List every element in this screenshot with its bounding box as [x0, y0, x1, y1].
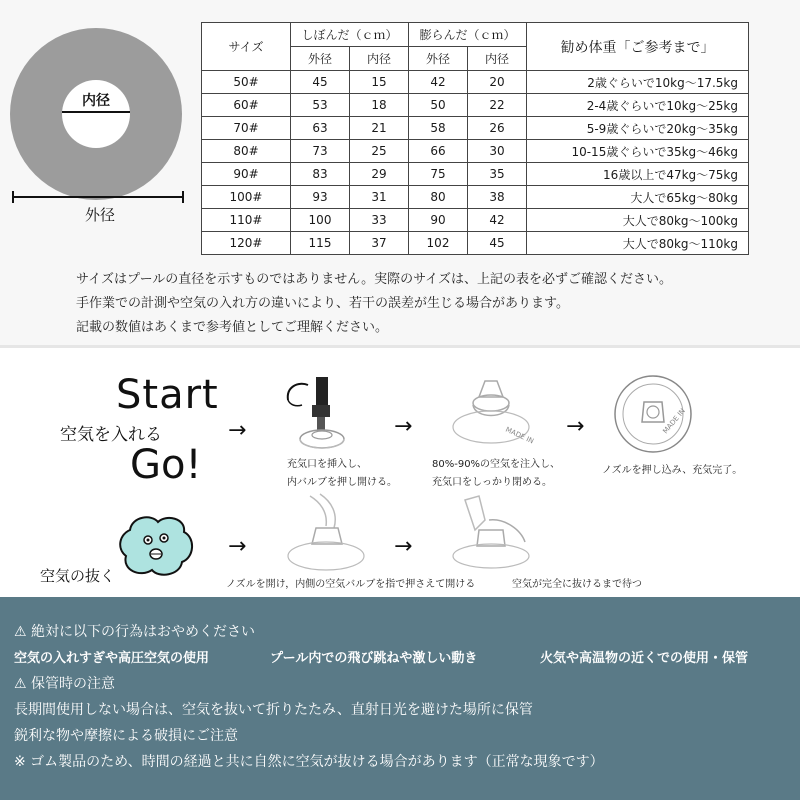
warning-band [0, 597, 800, 800]
start-heading: Start [116, 372, 219, 418]
cell-d-out: 73 [291, 140, 350, 163]
cell-d-in: 33 [350, 209, 409, 232]
storage-line: 長期間使用しない場合は、空気を抜いて折りたたみ、直射日光を避けた場所に保管 [14, 702, 533, 718]
caption-line: 80%-90%の空気を注入し、 [432, 459, 561, 470]
cell-d-out: 115 [291, 232, 350, 255]
cell-size: 80# [202, 140, 291, 163]
size-table [201, 22, 749, 255]
caption-line: 内バルブを押し開ける。 [287, 477, 397, 488]
storage-line: ※ ゴム製品のため、時間の経過と共に自然に空気が抜ける場合があります（正常な現象です） [14, 754, 604, 770]
table-row [202, 186, 749, 209]
cell-size: 50# [202, 71, 291, 94]
size-header: サイズ [202, 23, 291, 71]
inflated-header: 膨らんだ（ｃｍ） [409, 23, 527, 47]
note-line: 手作業での計測や空気の入れ方の違いにより、若干の誤差が生じる場合があります。 [76, 296, 569, 311]
size-rows [202, 71, 749, 255]
inflate-step-2-caption [432, 456, 560, 492]
cell-d-in: 29 [350, 163, 409, 186]
arrow-icon: → [228, 534, 247, 559]
cell-d-out: 45 [291, 71, 350, 94]
deflated-inner-header: 内径 [350, 47, 409, 71]
cell-d-out: 93 [291, 186, 350, 209]
deflate-valve-illustration [280, 492, 370, 577]
cell-size: 70# [202, 117, 291, 140]
pump-insert-illustration [280, 375, 365, 460]
outer-diameter-line [12, 196, 184, 198]
valve-text: MADE IN [661, 407, 687, 436]
cell-i-in: 38 [468, 186, 527, 209]
prohibited-item: 空気の入れすぎや高圧空気の使用 [14, 651, 210, 666]
table-row [202, 117, 749, 140]
cell-i-out: 102 [409, 232, 468, 255]
note-line: サイズはプールの直径を示すものではありません。実際のサイズは、上記の表を必ずご確認ください。 [76, 272, 673, 287]
storage-line: 鋭利な物や摩擦による破損にご注意 [14, 728, 238, 744]
arrow-icon: → [566, 414, 585, 439]
note-line: 記載の数値はあくまで参考値としてご理解ください。 [76, 320, 389, 335]
inflate-step-1-caption [287, 456, 397, 492]
cell-i-out: 42 [409, 71, 468, 94]
cell-d-in: 25 [350, 140, 409, 163]
cell-d-in: 31 [350, 186, 409, 209]
cell-d-out: 63 [291, 117, 350, 140]
deflate-step-1-caption: ノズルを開け，内側の空気バルブを指で押さえて開ける [226, 579, 476, 590]
cell-size: 100# [202, 186, 291, 209]
cell-i-in: 30 [468, 140, 527, 163]
cell-i-out: 50 [409, 94, 468, 117]
ring-diagram [0, 0, 200, 240]
cell-d-in: 15 [350, 71, 409, 94]
prohibited-item: プール内での飛び跳ねや激しい動き [270, 651, 478, 666]
cell-rec: 10-15歳ぐらいで35kg～46kg [527, 140, 749, 163]
table-row [202, 163, 749, 186]
caption-line: 充気口をしっかり閉める。 [432, 477, 552, 488]
arrow-icon: → [394, 534, 413, 559]
cell-i-in: 35 [468, 163, 527, 186]
valve-closed-illustration [608, 372, 698, 457]
cell-d-out: 100 [291, 209, 350, 232]
inflated-inner-header: 内径 [468, 47, 527, 71]
cell-size: 90# [202, 163, 291, 186]
size-notes [76, 268, 672, 340]
cell-rec: 2-4歳ぐらいで10kg～25kg [527, 94, 749, 117]
deflate-mascot-icon [118, 512, 198, 582]
arrow-icon: → [228, 418, 247, 443]
cell-i-out: 90 [409, 209, 468, 232]
cell-i-out: 66 [409, 140, 468, 163]
inner-diameter-label: 内径 [82, 93, 110, 109]
cell-rec: 2歳ぐらいで10kg～17.5kg [527, 71, 749, 94]
cell-d-out: 83 [291, 163, 350, 186]
cell-d-in: 37 [350, 232, 409, 255]
cell-rec: 大人で65kg～80kg [527, 186, 749, 209]
valve-close-illustration [445, 375, 535, 455]
table-row [202, 94, 749, 117]
storage-title: ⚠ 保管時の注意 [14, 676, 116, 692]
cell-d-out: 53 [291, 94, 350, 117]
cell-i-out: 80 [409, 186, 468, 209]
caption-line: 充気口を挿入し、 [287, 459, 367, 470]
cell-i-in: 42 [468, 209, 527, 232]
recommend-header: 勧め体重「ご参考まで」 [527, 23, 749, 71]
cell-rec: 大人で80kg～100kg [527, 209, 749, 232]
prohibited-title: ⚠ 絶対に以下の行為はおやめください [14, 624, 255, 640]
deflated-outer-header: 外径 [291, 47, 350, 71]
inner-diameter-line [62, 111, 130, 113]
cell-i-in: 20 [468, 71, 527, 94]
table-row [202, 232, 749, 255]
section-divider [0, 345, 800, 348]
cell-i-in: 26 [468, 117, 527, 140]
outer-diameter-label: 外径 [84, 206, 115, 224]
cell-size: 60# [202, 94, 291, 117]
deflate-label: 空気の抜く [40, 567, 116, 585]
cell-rec: 大人で80kg～110kg [527, 232, 749, 255]
table-row [202, 209, 749, 232]
inflated-outer-header: 外径 [409, 47, 468, 71]
cell-i-out: 75 [409, 163, 468, 186]
arrow-icon: → [394, 414, 413, 439]
go-heading: Go! [130, 442, 202, 488]
inflate-label: 空気を入れる [60, 425, 162, 445]
size-section [0, 0, 800, 345]
cell-i-in: 45 [468, 232, 527, 255]
cell-rec: 5-9歳ぐらいで20kg～35kg [527, 117, 749, 140]
deflated-header: しぼんだ（ｃｍ） [291, 23, 409, 47]
cell-i-in: 22 [468, 94, 527, 117]
table-row [202, 140, 749, 163]
cell-size: 120# [202, 232, 291, 255]
cell-rec: 16歳以上で47kg～75kg [527, 163, 749, 186]
cell-d-in: 21 [350, 117, 409, 140]
table-row [202, 71, 749, 94]
cell-size: 110# [202, 209, 291, 232]
deflate-wait-illustration [445, 490, 535, 575]
inflate-step-3-caption: ノズルを押し込み、充気完了。 [602, 465, 743, 476]
prohibited-item: 火気や高温物の近くでの使用・保管 [540, 651, 749, 666]
valve-text: MADE IN [504, 425, 535, 446]
deflate-step-2-caption: 空気が完全に抜けるまで待つ [512, 579, 642, 590]
cell-d-in: 18 [350, 94, 409, 117]
cell-i-out: 58 [409, 117, 468, 140]
